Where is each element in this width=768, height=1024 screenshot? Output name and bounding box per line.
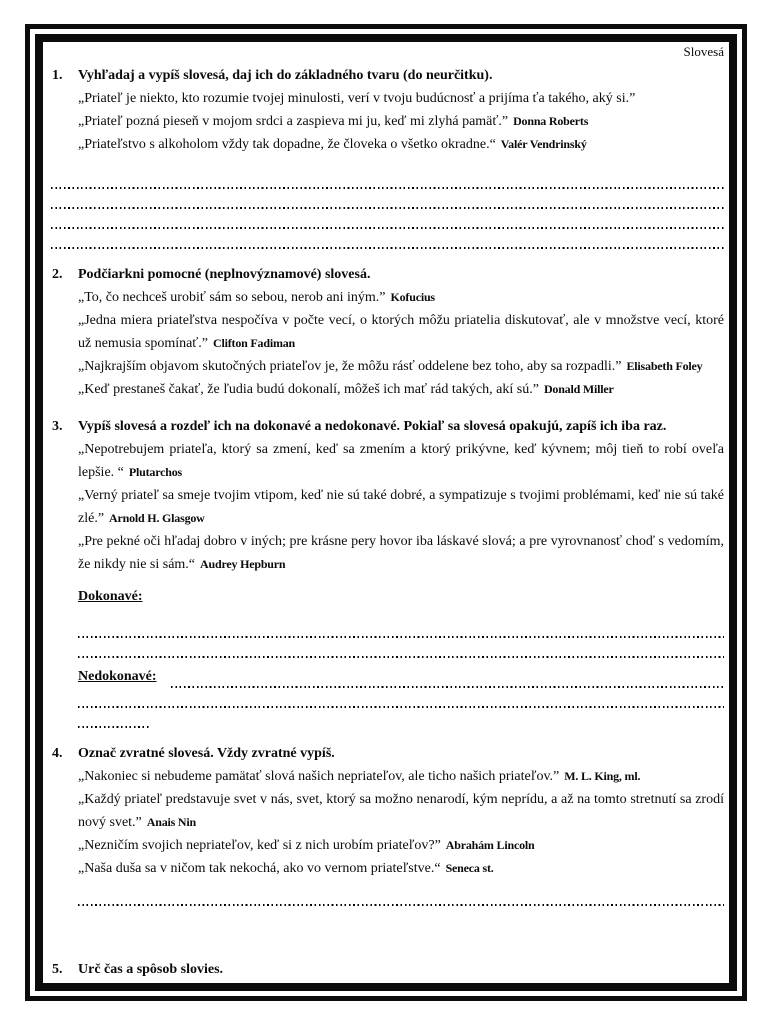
exercise-4-number: 4. bbox=[52, 746, 63, 761]
quote-author: Plutarchos bbox=[128, 465, 182, 479]
exercise-5-heading: Urč čas a spôsob slovies. bbox=[78, 962, 224, 977]
label-perfective: Dokonavé: bbox=[78, 589, 143, 604]
quote bbox=[78, 834, 724, 857]
quote-text: „Najkrajším objavom skutočných priateľov je, že môžu rásť oddelene bez toho, aby sa rozpadli.” bbox=[78, 359, 622, 374]
exercise-2-heading: Podčiarkni pomocné (neplnovýznamové) slovesá. bbox=[78, 267, 371, 282]
answer-line bbox=[51, 209, 724, 229]
answer-line-short bbox=[78, 708, 150, 728]
label-imperfective: Nedokonavé: bbox=[78, 669, 157, 684]
quote-author: Valér Vendrinský bbox=[500, 137, 587, 151]
quote-author: Kofucius bbox=[390, 290, 435, 304]
quote bbox=[78, 286, 724, 309]
quote-text: „Nezničím svojich nepriateľov, keď si z nich urobím priateľov?” bbox=[78, 838, 441, 853]
quote bbox=[78, 438, 724, 484]
exercise-1-number: 1. bbox=[52, 68, 63, 83]
quote-author: Elisabeth Foley bbox=[626, 359, 703, 373]
quote-text: „Priateľstvo s alkoholom vždy tak dopadne, že človeka o všetko okradne.“ bbox=[78, 137, 496, 152]
quote-author: Seneca st. bbox=[445, 861, 494, 875]
perfective-answer-area bbox=[78, 618, 724, 658]
quote bbox=[78, 309, 724, 355]
quote-author: Audrey Hepburn bbox=[200, 557, 286, 571]
quote-text: „Naša duša sa v ničom tak nekochá, ako vo vernom priateľstve.“ bbox=[78, 861, 441, 876]
exercise-1 bbox=[51, 64, 724, 156]
exercise-5-number: 5. bbox=[52, 962, 63, 977]
quote-text: „Nepotrebujem priateľa, ktorý sa zmení, keď sa zmením a ktorý prikývne, keď kývnem; môj tieň to robí oveľa lepšie. “ bbox=[78, 442, 724, 480]
quote bbox=[78, 530, 724, 576]
page-outer-border bbox=[25, 24, 747, 1001]
answer-line bbox=[78, 688, 724, 708]
quote bbox=[78, 355, 724, 378]
quote-author: Donna Roberts bbox=[513, 114, 589, 128]
quote bbox=[78, 484, 724, 530]
exercise-4-heading: Označ zvratné slovesá. Vždy zvratné vypíš. bbox=[78, 746, 335, 761]
exercise-3-heading: Vypíš slovesá a rozdeľ ich na dokonavé a nedokonavé. Pokiaľ sa slovesá opakujú, zapíš ich iba raz. bbox=[78, 419, 667, 434]
quote-text: „To, čo nechceš urobiť sám so sebou, nerob ani iným.” bbox=[78, 290, 386, 305]
answer-line bbox=[78, 618, 724, 638]
quote bbox=[78, 378, 724, 401]
quote-author: Anais Nin bbox=[146, 815, 196, 829]
quote bbox=[78, 110, 724, 133]
quote-author: Abrahám Lincoln bbox=[445, 838, 535, 852]
exercise-2-number: 2. bbox=[52, 267, 63, 282]
answer-line bbox=[78, 638, 724, 658]
exercise-3 bbox=[51, 415, 724, 728]
answer-line bbox=[78, 886, 724, 906]
exercise-5 bbox=[51, 958, 724, 981]
answer-line bbox=[51, 189, 724, 209]
answer-line bbox=[171, 665, 724, 688]
page-inner-border bbox=[35, 34, 737, 991]
quote bbox=[78, 857, 724, 880]
quote-text: „Verný priateľ sa smeje tvojim vtipom, keď nie sú také dobré, a sympatizuje s tvojimi problémami, keď nie sú také zlé.” bbox=[78, 488, 724, 526]
quote-text: „Priateľ je niekto, kto rozumie tvojej minulosti, verí v tvoju budúcnosť a prijíma ťa takého, aký si.” bbox=[78, 91, 636, 106]
exercise-1-answer-area bbox=[51, 169, 724, 249]
quote-text: „Každý priateľ predstavuje svet v nás, svet, ktorý sa možno nenarodí, kým neprídu, a až na tomto stretnutí sa zrodí nový svet.” bbox=[78, 792, 724, 830]
quote-text: „Pre pekné oči hľadaj dobro v iných; pre krásne pery hovor iba láskavé slová; a pre vyrovnanosť choď s vedomím, že nikdy nie si sám.“ bbox=[78, 534, 724, 572]
document-title: Slovesá bbox=[683, 44, 724, 59]
exercise-3-number: 3. bbox=[52, 419, 63, 434]
quote-text: „Nakoniec si nebudeme pamätať slová našich nepriateľov, ale ticho našich priateľov.” bbox=[78, 769, 560, 784]
quote bbox=[78, 133, 724, 156]
quote-text: „Keď prestaneš čakať, že ľudia budú dokonalí, môžeš ich mať rád takých, akí sú.” bbox=[78, 382, 539, 397]
exercise-2 bbox=[51, 263, 724, 401]
exercise-4 bbox=[51, 742, 724, 906]
answer-line bbox=[51, 169, 724, 189]
quote-author: Donald Miller bbox=[543, 382, 614, 396]
quote-text: „Jedna miera priateľstva nespočíva v počte vecí, o ktorých môžu priatelia diskutovať, ale v množstve vecí, ktoré už nemusia spomínať.” bbox=[78, 313, 724, 351]
quote-author: Arnold H. Glasgow bbox=[109, 511, 205, 525]
exercise-1-heading: Vyhľadaj a vypíš slovesá, daj ich do základného tvaru (do neurčitku). bbox=[78, 68, 493, 83]
quote bbox=[78, 87, 724, 110]
answer-line bbox=[51, 229, 724, 249]
quote-text: „Priateľ pozná pieseň v mojom srdci a zaspieva mi ju, keď mi zlyhá pamäť.” bbox=[78, 114, 509, 129]
quote bbox=[78, 788, 724, 834]
quote-author: M. L. King, ml. bbox=[564, 769, 641, 783]
quote bbox=[78, 765, 724, 788]
quote-author: Clifton Fadiman bbox=[213, 336, 296, 350]
imperfective-row bbox=[78, 665, 724, 688]
